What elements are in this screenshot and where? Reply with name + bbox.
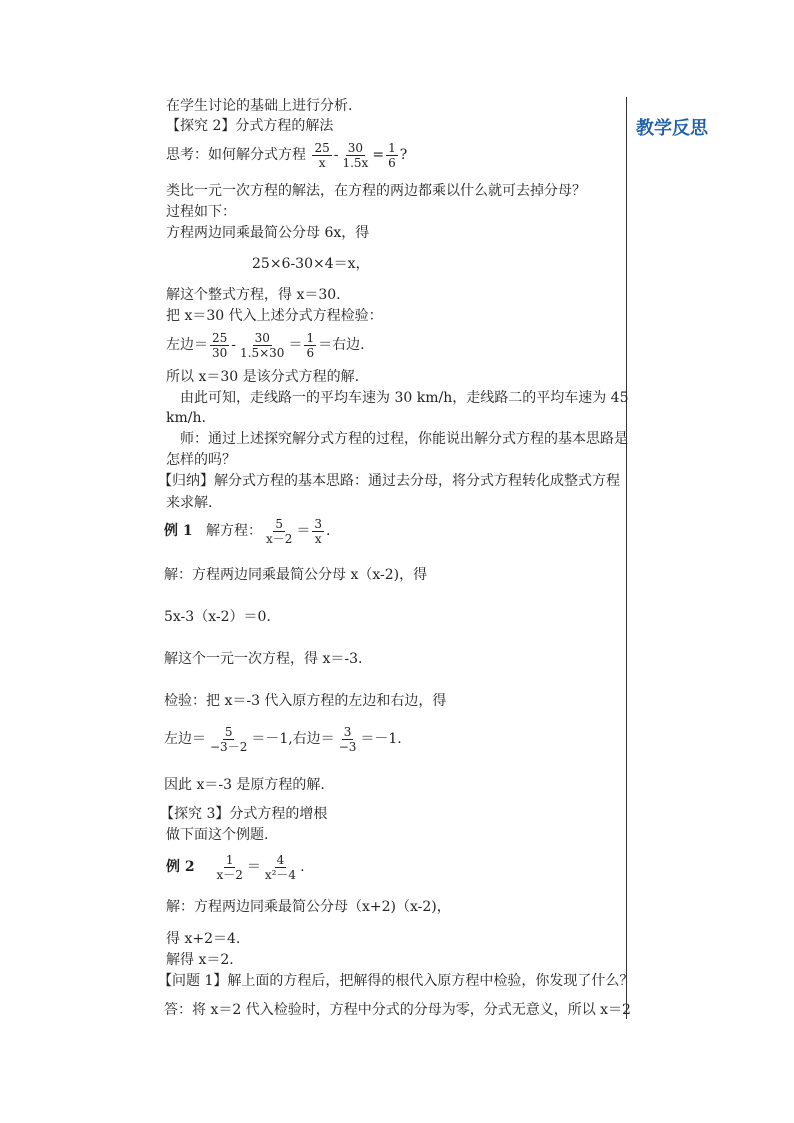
example-2: 例 2 $\frac{1}{x-2}$ ＝ $\frac{4}{\text{x²－4}}$ .	[166, 852, 305, 882]
text-line: 得 x+2＝4.	[166, 931, 241, 947]
fraction: $\frac{25}{30}$	[212, 330, 228, 360]
text-line: 解得 x＝2.	[166, 952, 234, 968]
text-line: 所以 x＝30 是该分式方程的解.	[166, 369, 360, 385]
fraction: $\frac{5}{-3-2}$	[210, 724, 248, 754]
text-line: 解这个一元一次方程，得 x＝-3.	[164, 651, 363, 667]
summary-line: 【归纳】解分式方程的基本思路：通过去分母，将分式方程转化成整式方程	[158, 473, 620, 489]
fraction: $\frac{5}{x-2}$	[265, 516, 293, 546]
fraction: $\frac{3}{-3}$	[338, 724, 357, 754]
fraction: $\frac{1}{x-2}$	[216, 852, 243, 882]
check-equation-2: 左边＝ $\frac{5}{-3-2}$ ＝－1,右边＝ $\frac{3}{-3}$ ＝－1.	[164, 724, 402, 754]
text-line: 由此可知，走线路一的平均车速为 30 km/h，走线路二的平均车速为 45	[180, 390, 629, 406]
section-heading: 【探究 2】分式方程的解法	[166, 118, 334, 134]
think-question: 思考：如何解分式方程 $\frac{25}{x}$ - $\frac{30}{1.5x}$ = $\frac{1}{6}$ ?	[166, 140, 408, 170]
text-line: 因此 x＝-3 是原方程的解.	[164, 777, 325, 793]
question-line: 【问题 1】解上面的方程后，把解得的根代入原方程中检验，你发现了什么？	[158, 973, 634, 989]
text-line: 怎样的吗？	[166, 452, 236, 468]
text-line: 解：方程两边同乘最简公分母（x+2)（x-2)，	[166, 899, 451, 915]
section-heading: 【探究 3】分式方程的增根	[160, 806, 328, 822]
example-1: 例 1 解方程： $\frac{5}{x-2}$ ＝ $\frac{3}{x}$ .	[164, 516, 331, 546]
fraction: $\frac{30}{1.5x}$	[342, 140, 369, 170]
fraction: $\frac{1}{6}$	[306, 330, 315, 360]
equation: 25×6-30×4＝x，	[252, 256, 370, 272]
fraction: $\frac{1}{6}$	[388, 140, 396, 170]
text-line: 在学生讨论的基础上进行分析.	[166, 98, 353, 114]
text-line: 过程如下：	[166, 204, 236, 220]
check-equation: 左边＝ $\frac{25}{30}$ - $\frac{30}{1.5\times 30}$ ＝ $\frac{1}{6}$ ＝右边.	[166, 330, 365, 360]
fraction: $\frac{3}{x}$	[314, 516, 323, 546]
text-line: km/h.	[166, 410, 206, 426]
text-line: 把 x＝30 代入上述分式方程检验：	[166, 308, 383, 324]
example-label: 例 1	[164, 523, 193, 539]
column-divider-left	[626, 97, 627, 1019]
answer-line: 答：将 x＝2 代入检验时，方程中分式的分母为零，分式无意义，所以 x＝2	[164, 1002, 631, 1018]
equation: 5x-3（x-2）＝0.	[164, 609, 271, 625]
text-line: 类比一元一次方程的解法，在方程的两边都乘以什么就可去掉分母？	[166, 183, 586, 199]
teaching-reflection-title: 教学反思	[636, 118, 708, 139]
example-label: 例 2	[166, 859, 195, 875]
text-line: 解这个整式方程，得 x＝30.	[166, 287, 341, 303]
fraction: $\frac{30}{1.5\times 30}$	[240, 330, 285, 360]
text-line: 师：通过上述探究解分式方程的过程，你能说出解分式方程的基本思路是	[180, 431, 628, 447]
fraction: $\frac{4}{\text{x²－4}}$	[264, 852, 297, 882]
text-line: 来求解.	[166, 495, 213, 511]
text-line: 检验：把 x＝-3 代入原方程的左边和右边，得	[164, 693, 447, 709]
text-line: 解：方程两边同乘最简公分母 x（x-2)，得	[164, 567, 428, 583]
fraction: $\frac{25}{x}$	[314, 140, 330, 170]
text-line: 做下面这个例题.	[166, 827, 269, 843]
text-line: 方程两边同乘最简公分母 6x，得	[166, 225, 370, 241]
